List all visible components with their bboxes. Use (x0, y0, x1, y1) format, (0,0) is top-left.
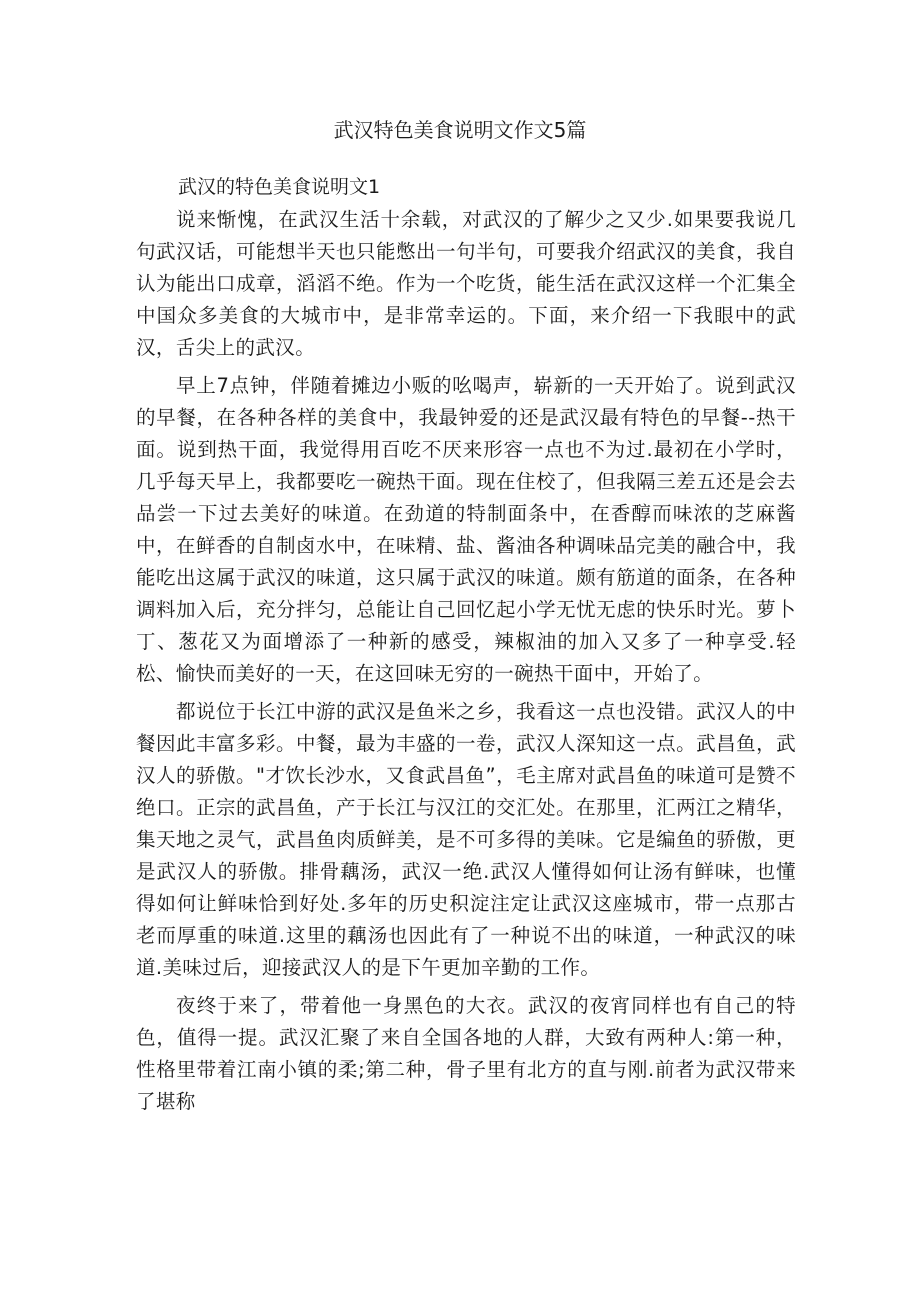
section-heading: 武汉的特色美食说明文1 (178, 176, 381, 198)
paragraph-night: 夜终于来了，带着他一身黑色的大衣。武汉的夜宵同样也有自己的特色，值得一提。武汉汇聚了来自全国各地的人群，大致有两种人:第一种，性格里带着江南小镇的柔;第二种，骨子里有北方的直与刚.前者为武汉带来了堪称 (136, 994, 796, 1113)
paragraph-breakfast: 早上7点钟，伴随着摊边小贩的吆喝声，崭新的一天开始了。说到武汉的早餐，在各种各样的美食中，我最钟爱的还是武汉最有特色的早餐--热干面。说到热干面，我觉得用百吃不厌来形容一点也不为过.最初在小学时，几乎每天早上，我都要吃一碗热干面。现在住校了，但我隔三差五还是会去品尝一下过去美好的味道。在劲道的特制面条中，在香醇而味浓的芝麻酱中，在鲜香的自制卤水中，在味精、盐、酱油各种调味品完美的融合中，我能吃出这属于武汉的味道，这只属于武汉的味道。颇有筋道的面条，在各种调料加入后，充分拌匀，总能让自己回忆起小学无忧无虑的快乐时光。萝卜丁、葱花又为面增添了一种新的感受，辣椒油的加入又多了一种享受.轻松、愉快而美好的一天，在这回味无穷的一碗热干面中，开始了。 (136, 374, 796, 685)
paragraph-intro: 说来惭愧，在武汉生活十余载，对武汉的了解少之又少.如果要我说几句武汉话，可能想半天也只能憋出一句半句，可要我介绍武汉的美食，我自认为能出口成章，滔滔不绝。作为一个吃货，能生活在武汉这样一个汇集全中国众多美食的大城市中，是非常幸运的。下面，来介绍一下我眼中的武汉，舌尖上的武汉。 (136, 208, 796, 359)
document-body (136, 204, 796, 1124)
paragraph-lunch: 都说位于长江中游的武汉是鱼米之乡，我看这一点也没错。武汉人的中餐因此丰富多彩。中餐，最为丰盛的一卷，武汉人深知这一点。武昌鱼，武汉人的骄傲。"才饮长沙水，又食武昌鱼”，毛主席对武昌鱼的味道可是赞不绝口。正宗的武昌鱼，产于长江与汉江的交汇处。在那里，汇两江之精华，集天地之灵气，武昌鱼肉质鲜美，是不可多得的美味。它是编鱼的骄傲，更是武汉人的骄傲。排骨藕汤，武汉一绝.武汉人懂得如何让汤有鲜味，也懂得如何让鲜味恰到好处.多年的历史积淀注定让武汉这座城市，带一点那古老而厚重的味道.这里的藕汤也因此有了一种说不出的味道，一种武汉的味道.美味过后，迎接武汉人的是下午更加辛勤的工作。 (136, 700, 796, 979)
document-title: 武汉特色美食说明文作文5篇 (333, 118, 587, 142)
